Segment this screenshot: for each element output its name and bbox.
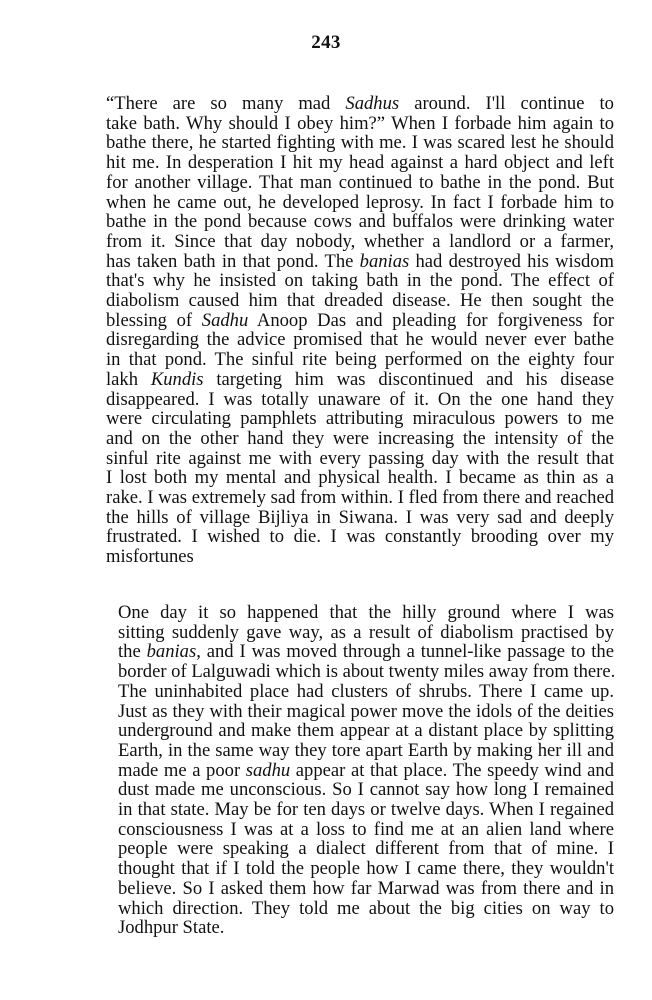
text-line: consciousness I was at a loss to find me at an alien land where	[118, 818, 614, 840]
text-line: rake. I was extremely sad from within. I fled from there and reached	[106, 487, 615, 509]
text-line: that's why he insisted on taking bath in the pond. The effect of	[106, 270, 614, 292]
text-line: Jodhpur State.	[118, 917, 225, 939]
text-line: in that pond. The sinful rite being performed on the eighty four	[106, 349, 614, 371]
text-line: the hills of village Bijliya in Siwana. I was very sad and deeply	[106, 506, 614, 528]
text-line: The uninhabited place had clusters of shrubs. There I came up.	[118, 680, 614, 702]
text-line: misfortunes	[106, 546, 194, 568]
text-line: for another village. That man continued to bathe in the pond. But	[106, 171, 614, 193]
text-line: hit me. In desperation I hit my head against a hard object and left	[106, 152, 614, 174]
text-line: disregarding the advice promised that he would never ever bathe	[106, 329, 614, 351]
text-line: dust made me unconscious. So I cannot say how long I remained	[118, 779, 614, 801]
text-line: sinful rite against me with every passing day with the result that	[106, 447, 614, 469]
page-number: 243	[311, 32, 341, 53]
text-line: bathe there, he started fighting with me. I was scared lest he should	[106, 132, 614, 154]
text-line: underground and make them appear at a distant place by splitting	[118, 720, 614, 742]
text-line: diabolism caused him that dreaded disease. He then sought the	[106, 290, 614, 312]
text-line: when he came out, he developed leprosy. In fact I forbade him to	[106, 191, 614, 213]
text-line: sitting suddenly gave way, as a result of diabolism practised by	[118, 621, 614, 643]
text-line: thought that if I told the people how I came there, they wouldn't	[118, 858, 614, 880]
text-line: “There are so many mad Sadhus around. I'll continue to	[106, 93, 614, 114]
text-line: and on the other hand they were increasing the intensity of the	[106, 427, 614, 449]
text-line: has taken bath in that pond. The banias had destroyed his wisdom	[106, 250, 614, 272]
text-line: blessing of Sadhu Anoop Das and pleading for forgiveness for	[106, 309, 615, 331]
text-line: bathe in the pond because cows and buffalos were drinking water	[106, 211, 614, 233]
text-line: from it. Since that day nobody, whether a landlord or a farmer,	[106, 230, 614, 252]
text-line: frustrated. I wished to die. I was constantly brooding over my	[106, 526, 614, 548]
paragraph-1	[48, 94, 614, 567]
text-line: were circulating pamphlets attributing miraculous powers to me	[106, 408, 614, 430]
text-line: the banias, and I was moved through a tunnel-like passage to the	[118, 641, 614, 663]
text-line: in that state. May be for ten days or twelve days. When I regained	[118, 799, 614, 821]
text-line: I lost both my mental and physical health. I became as thin as a	[106, 467, 614, 489]
text-line: take bath. Why should I obey him?” When I forbade him again to	[106, 112, 614, 134]
text-line: believe. So I asked them how far Marwad was from there and in	[118, 877, 614, 899]
text-line: Earth, in the same way they tore apart Earth by making her ill and	[118, 739, 614, 761]
paragraph-2	[48, 603, 614, 938]
text-line: border of Lalguwadi which is about twenty miles away from there.	[118, 661, 616, 683]
text-line: One day it so happened that the hilly ground where I was	[118, 602, 614, 623]
text-line: made me a poor sadhu appear at that place. The speedy wind and	[118, 759, 614, 781]
text-line: Just as they with their magical power move the idols of the deities	[118, 700, 614, 722]
text-line: lakh Kundis targeting him was discontinued and his disease	[106, 368, 615, 390]
text-line: which direction. They told me about the big cities on way to	[118, 897, 614, 919]
text-line: people were speaking a dialect different from that of mine. I	[118, 838, 614, 860]
text-line: disappeared. I was totally unaware of it. On the one hand they	[106, 388, 614, 410]
